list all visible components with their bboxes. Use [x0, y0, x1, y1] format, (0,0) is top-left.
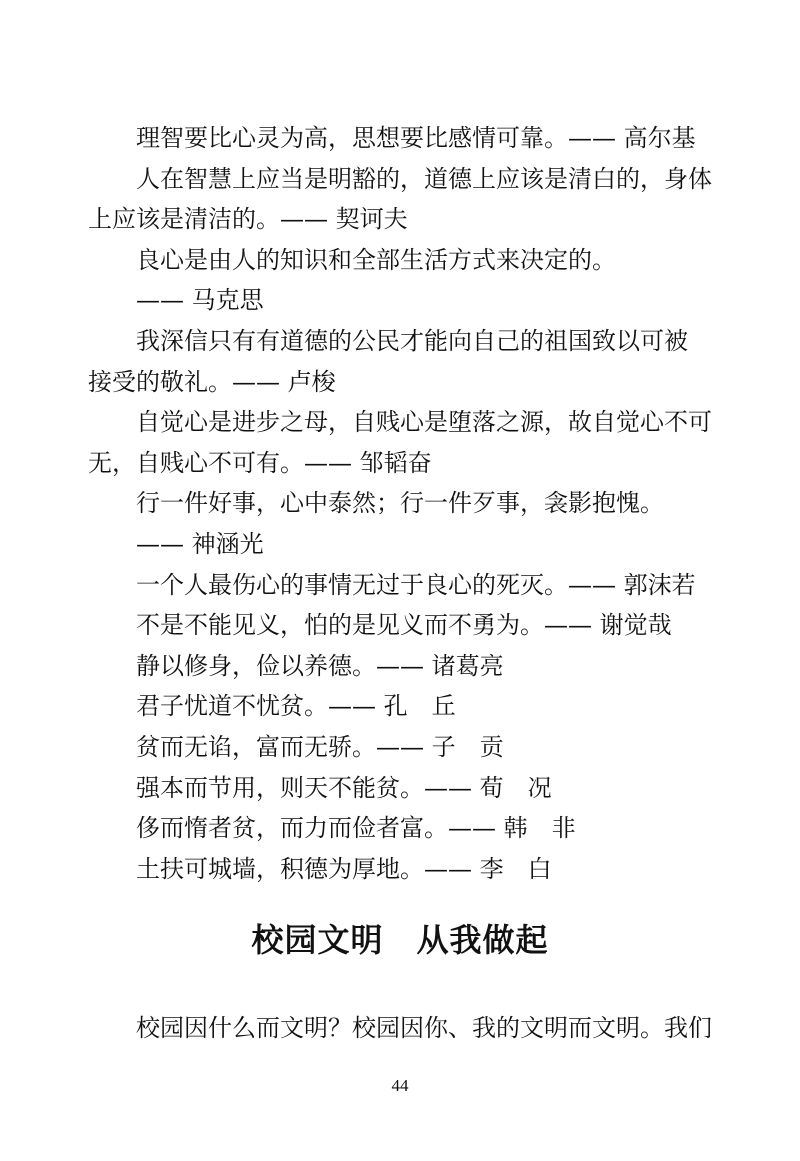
quote-line: 土扶可城墙，积德为厚地。—— 李 白	[136, 854, 552, 883]
quote-line: 人在智慧上应当是明豁的，道德上应该是清白的，身体	[136, 164, 712, 193]
quote-line: 上应该是清洁的。—— 契诃夫	[88, 205, 408, 234]
quote-line: 不是不能见义，怕的是见义而不勇为。—— 谢觉哉	[136, 611, 672, 640]
quote-line: 良心是由人的知识和全部生活方式来决定的。	[136, 245, 616, 274]
quote-line: 强本而节用，则天不能贫。—— 荀 况	[136, 773, 552, 802]
quote-line: 理智要比心灵为高，思想要比感情可靠。—— 高尔基	[136, 124, 696, 152]
quote-line: —— 马克思	[136, 286, 264, 315]
quote-line: 君子忧道不忧贫。—— 孔 丘	[136, 692, 456, 721]
page-number: 44	[391, 1076, 409, 1095]
quote-line: 侈而惰者贫，而力而俭者富。—— 韩 非	[136, 814, 576, 843]
quote-line: 我深信只有有道德的公民才能向自己的祖国致以可被	[136, 326, 688, 355]
quote-line: 一个人最伤心的事情无过于良心的死灭。—— 郭沫若	[136, 570, 696, 599]
quotes-block	[88, 118, 718, 889]
quote-line: —— 神涵光	[136, 529, 264, 558]
quote-line: 无，自贱心不可有。—— 邹韬奋	[88, 448, 432, 477]
section-heading: 校园文明 从我做起	[251, 921, 549, 959]
quote-line: 静以修身，俭以养德。—— 诸葛亮	[136, 651, 504, 680]
quote-line: 贫而无谄，富而无骄。—— 子 贡	[136, 732, 504, 761]
quote-line: 接受的敬礼。—— 卢梭	[88, 367, 336, 396]
quote-line: 自觉心是进步之母，自贱心是堕落之源，故自觉心不可	[136, 408, 712, 437]
section-paragraph: 校园因什么而文明？校园因你、我的文明而文明。我们	[136, 1014, 712, 1042]
quote-line: 行一件好事，心中泰然；行一件歹事，衾影抱愧。	[136, 489, 664, 518]
